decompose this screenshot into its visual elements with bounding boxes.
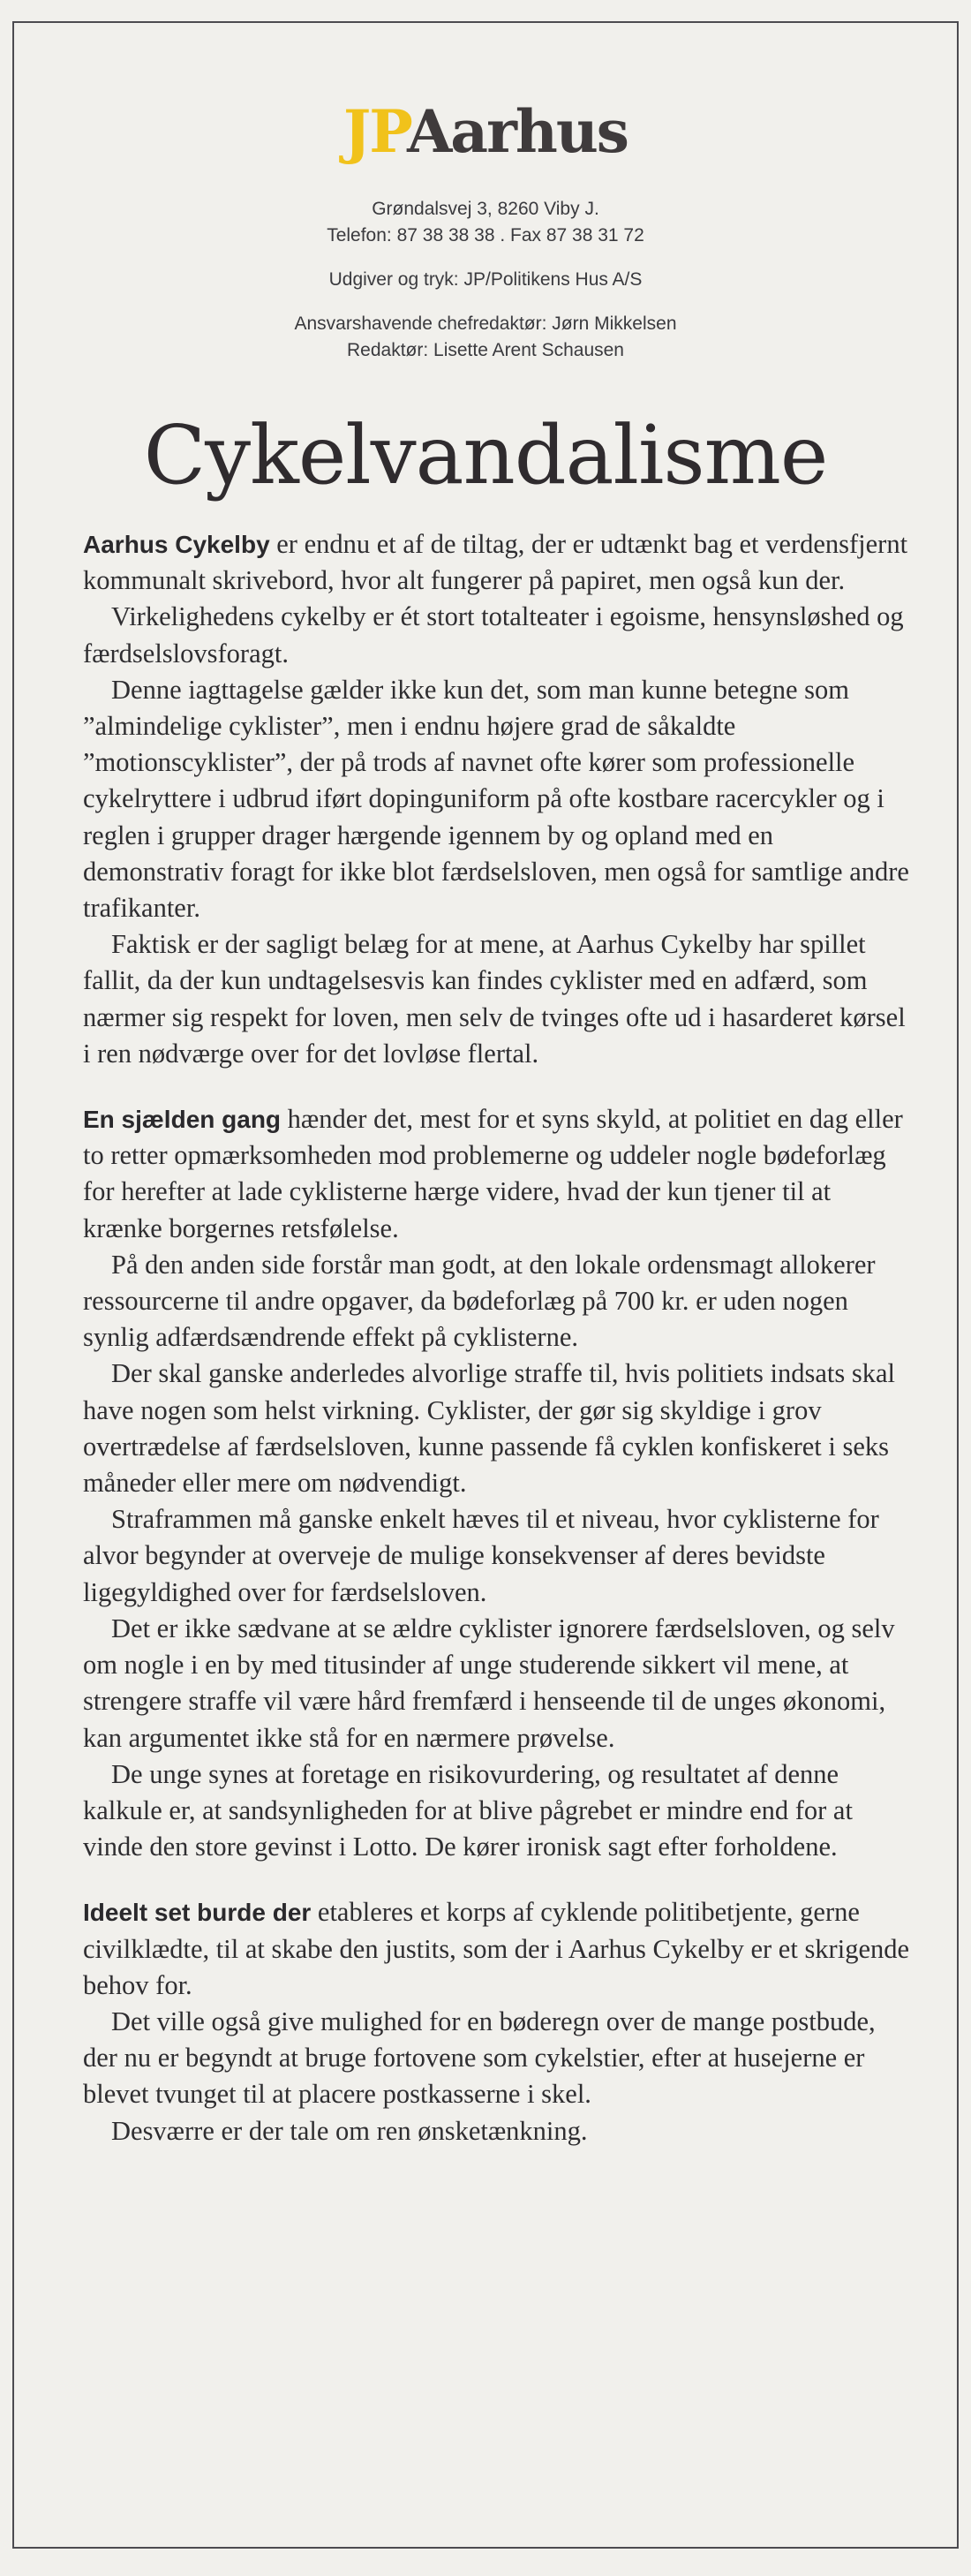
masthead [35,97,936,364]
editor: Redaktør: Lisette Arent Schausen [346,340,624,360]
publication-logo [35,97,936,166]
paragraph: På den anden side forstår man godt, at den lokale ordensmagt allokerer ressourcerne til andre opgaver, da bødeforlæg på 700 kr. er uden nogen synlig adfærdsændrende effekt på cyklisterne. [83,1249,876,1353]
article-frame [12,21,959,2549]
section-3 [83,1894,916,2149]
address: Grøndalsvej 3, 8260 Viby J. [372,199,599,219]
kicker: Aarhus Cykelby [83,531,270,558]
logo-city: Aarhus [407,97,628,166]
lead-paragraph [83,1101,916,1247]
kicker: En sjælden gang [83,1106,282,1134]
paragraph: Der skal ganske anderledes alvorlige straffe til, hvis politiets indsats skal have nogen som helst virkning. Cyklister, der gør sig skyldige i grov overtrædelse af færdselsloven, kunne passende få cyklen konfiskeret i seks måneder eller mere om nødvendigt. [83,1358,895,1499]
headline: Cykelvandalisme [143,408,828,502]
paragraph: Det er ikke sædvane at se ældre cyklister ignorere færdselsloven, og selv om nogle i en by med titusinder af unge studerende sikkert vil mene, at strengere straffe vil være hård fremfærd i henseende til de unges økonomi, kan argumentet ikke stå for en nærmere prøvelse. [83,1613,895,1753]
section-2 [83,1101,916,1865]
lead-text: hænder det, mest for et syns skyld, at politiet en dag eller to retter opmærksomheden mod problemerne og uddeler nogle bødeforlæg for herefter at lade cyklisterne hærge videre, hvad der kun tjener til at krænke borgernes retsfølelse. [83,1104,903,1243]
lead-paragraph [83,1894,916,2004]
kicker: Ideelt set burde der [83,1899,312,1927]
lead-paragraph [83,526,916,599]
lead-text: etableres et korps af cyklende politibetjente, gerne civilklædte, til at skabe den justits, som der i Aarhus Cykelby er et skrigende behov for. [83,1897,910,2000]
lead-text: er endnu et af de tiltag, der er udtænkt bag et verdensfjernt kommunalt skrivebord, hvor alt fungerer på papiret, men også kun der. [83,529,908,596]
paragraph: Virkelighedens cykelby er ét stort totalteater i egoisme, hensynsløshed og færdselslovsforagt. [83,601,904,669]
paragraph: Desværre er der tale om ren ønsketænkning. [111,2115,588,2146]
section-1 [83,526,916,1072]
article-body [83,526,916,2149]
phone-fax: Telefon: 87 38 38 38 . Fax 87 38 31 72 [327,225,644,246]
article-content [35,41,936,2529]
paragraph: Straframmen må ganske enkelt hæves til et niveau, hvor cyklisterne for alvor begynder at overveje de mulige konsekvenser af deres bevidste ligegyldighed over for færdselsloven. [83,1504,879,1607]
chief-editor: Ansvarshavende chefredaktør: Jørn Mikkelsen [294,314,677,334]
paragraph: De unge synes at foretage en risikovurdering, og resultatet af denne kalkule er, at sandsynligheden for at blive pågrebet er mindre end for at vinde den store gevinst i Lotto. De kører ironisk sagt efter forholdene. [83,1758,853,1862]
paragraph: Det ville også give mulighed for en bøderegn over de mange postbude, der nu er begyndt at bruge fortovene som cykelstier, efter at husejerne er blevet tvunget til at placere postkasserne i skel. [83,2006,876,2110]
publisher: Udgiver og tryk: JP/Politikens Hus A/S [328,269,643,290]
paragraph: Denne iagttagelse gælder ikke kun det, som man kunne betegne som ”almindelige cyklister”, men i endnu højere grad de såkaldte ”motionscyklister”, der på trods af navnet ofte kører som professionelle cykelryttere i udbrud iført dopinguniform på ofte kostbare racercykler og i reglen i grupper drager hærgende igennem by og opland med en demonstrativ foragt for ikke blot færdselsloven, men også for samtlige andre trafikanter. [83,674,909,924]
paragraph: Faktisk er der sagligt belæg for at mene, at Aarhus Cykelby har spillet fallit, da der kun undtagelsesvis kan findes cyklister med en adfærd, som nærmer sig respekt for loven, men selv de tvinges ofte ud i hasarderet kørsel i ren nødværge over for det lovløse flertal. [83,929,906,1069]
logo-jp: JP [343,97,408,166]
